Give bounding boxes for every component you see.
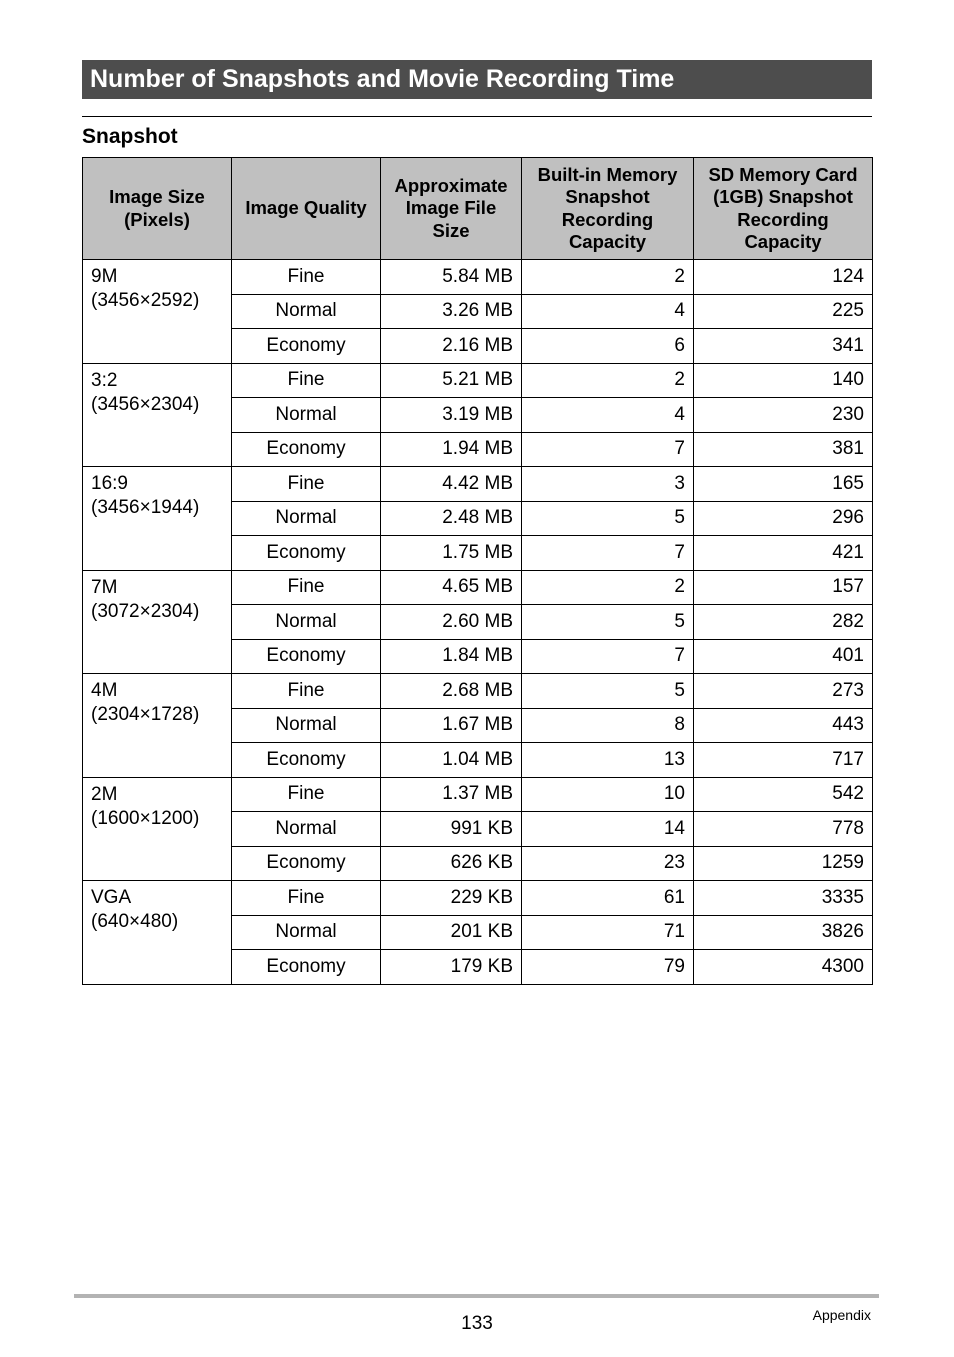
builtin-capacity-cell: 7 <box>522 536 694 571</box>
image-size-cell <box>83 467 232 571</box>
builtin-capacity-cell: 10 <box>522 777 694 812</box>
builtin-capacity-cell: 3 <box>522 467 694 502</box>
footer-section-label: Appendix <box>812 1307 871 1323</box>
builtin-capacity-cell: 23 <box>522 846 694 881</box>
file-size-cell: 2.48 MB <box>381 501 522 536</box>
builtin-capacity-cell: 61 <box>522 881 694 916</box>
builtin-capacity-cell: 4 <box>522 398 694 433</box>
sd-capacity-cell: 401 <box>694 639 873 674</box>
image-quality-cell: Economy <box>232 432 381 467</box>
image-size-label: 7M <box>91 576 118 598</box>
image-size-label: 3:2 <box>91 369 118 391</box>
image-size-label: 4M <box>91 680 118 701</box>
file-size-cell: 5.21 MB <box>381 363 522 398</box>
builtin-capacity-cell: 5 <box>522 674 694 709</box>
sd-capacity-cell: 140 <box>694 363 873 398</box>
snapshot-capacity-table <box>82 157 873 985</box>
sd-capacity-cell: 124 <box>694 260 873 295</box>
image-size-cell <box>83 363 232 467</box>
builtin-capacity-cell: 4 <box>522 294 694 329</box>
image-size-label: 9M <box>91 266 118 287</box>
image-size-label: 16:9 <box>91 473 128 494</box>
sd-capacity-cell: 3335 <box>694 881 873 916</box>
sd-capacity-cell: 165 <box>694 467 873 502</box>
builtin-capacity-cell: 71 <box>522 915 694 950</box>
image-quality-cell: Fine <box>232 363 381 398</box>
table-row <box>83 260 873 295</box>
image-size-label: VGA <box>91 887 132 908</box>
table-row <box>83 881 873 916</box>
table-header-row <box>83 158 873 260</box>
title-divider <box>82 116 872 117</box>
builtin-capacity-cell: 14 <box>522 812 694 847</box>
image-quality-cell: Fine <box>232 881 381 916</box>
sd-capacity-cell: 1259 <box>694 846 873 881</box>
builtin-capacity-cell: 7 <box>522 639 694 674</box>
image-pixel-dimensions: (2304×1728) <box>91 704 200 725</box>
image-pixel-dimensions: (640×480) <box>91 911 179 932</box>
file-size-cell: 2.60 MB <box>381 605 522 640</box>
image-pixel-dimensions: (3456×2592) <box>91 290 200 311</box>
builtin-capacity-cell: 2 <box>522 570 694 605</box>
sd-capacity-cell: 381 <box>694 432 873 467</box>
builtin-capacity-cell: 2 <box>522 260 694 295</box>
file-size-cell: 179 KB <box>381 950 522 985</box>
sd-capacity-cell: 225 <box>694 294 873 329</box>
sd-capacity-cell: 717 <box>694 743 873 778</box>
page-title: Number of Snapshots and Movie Recording Time <box>82 60 872 99</box>
image-pixel-dimensions: (3072×2304) <box>91 600 200 622</box>
image-pixel-dimensions: (1600×1200) <box>91 807 200 829</box>
image-size-label: 2M <box>91 783 118 805</box>
builtin-capacity-cell: 79 <box>522 950 694 985</box>
header-file-size: Approximate Image File Size <box>381 158 522 260</box>
image-quality-cell: Fine <box>232 260 381 295</box>
image-quality-cell: Fine <box>232 570 381 605</box>
file-size-cell: 229 KB <box>381 881 522 916</box>
builtin-capacity-cell: 2 <box>522 363 694 398</box>
file-size-cell: 3.19 MB <box>381 398 522 433</box>
file-size-cell: 1.75 MB <box>381 536 522 571</box>
sd-capacity-cell: 778 <box>694 812 873 847</box>
image-size-cell <box>83 260 232 364</box>
file-size-cell: 1.37 MB <box>381 777 522 812</box>
image-quality-cell: Economy <box>232 846 381 881</box>
file-size-cell: 1.04 MB <box>381 743 522 778</box>
image-quality-cell: Normal <box>232 605 381 640</box>
builtin-capacity-cell: 5 <box>522 501 694 536</box>
builtin-capacity-cell: 13 <box>522 743 694 778</box>
sd-capacity-cell: 341 <box>694 329 873 364</box>
page-number: 133 <box>461 1313 493 1334</box>
image-size-cell <box>83 570 232 674</box>
table-row <box>83 674 873 709</box>
header-image-quality: Image Quality <box>232 158 381 260</box>
image-quality-cell: Economy <box>232 329 381 364</box>
builtin-capacity-cell: 8 <box>522 708 694 743</box>
footer-divider <box>74 1294 879 1298</box>
sd-capacity-cell: 282 <box>694 605 873 640</box>
sd-capacity-cell: 273 <box>694 674 873 709</box>
header-image-size: Image Size (Pixels) <box>83 158 232 260</box>
sd-capacity-cell: 4300 <box>694 950 873 985</box>
sd-capacity-cell: 296 <box>694 501 873 536</box>
image-pixel-dimensions: (3456×2304) <box>91 393 200 415</box>
file-size-cell: 2.16 MB <box>381 329 522 364</box>
file-size-cell: 626 KB <box>381 846 522 881</box>
table-row <box>83 570 873 605</box>
image-quality-cell: Fine <box>232 777 381 812</box>
file-size-cell: 1.84 MB <box>381 639 522 674</box>
section-heading: Snapshot <box>82 125 178 148</box>
file-size-cell: 4.42 MB <box>381 467 522 502</box>
image-quality-cell: Economy <box>232 639 381 674</box>
builtin-capacity-cell: 7 <box>522 432 694 467</box>
file-size-cell: 2.68 MB <box>381 674 522 709</box>
sd-capacity-cell: 542 <box>694 777 873 812</box>
table-row <box>83 467 873 502</box>
sd-capacity-cell: 230 <box>694 398 873 433</box>
image-size-cell <box>83 674 232 778</box>
table-body <box>83 260 873 985</box>
image-quality-cell: Normal <box>232 915 381 950</box>
image-quality-cell: Normal <box>232 501 381 536</box>
image-quality-cell: Fine <box>232 467 381 502</box>
file-size-cell: 201 KB <box>381 915 522 950</box>
file-size-cell: 1.67 MB <box>381 708 522 743</box>
sd-capacity-cell: 3826 <box>694 915 873 950</box>
builtin-capacity-cell: 6 <box>522 329 694 364</box>
table-row <box>83 777 873 812</box>
builtin-capacity-cell: 5 <box>522 605 694 640</box>
header-builtin-capacity: Built-in Memory Snapshot Recording Capacity <box>522 158 694 260</box>
image-quality-cell: Normal <box>232 294 381 329</box>
image-size-cell <box>83 777 232 881</box>
file-size-cell: 1.94 MB <box>381 432 522 467</box>
header-sd-capacity: SD Memory Card (1GB) Snapshot Recording Capacity <box>694 158 873 260</box>
file-size-cell: 4.65 MB <box>381 570 522 605</box>
image-quality-cell: Fine <box>232 674 381 709</box>
file-size-cell: 3.26 MB <box>381 294 522 329</box>
image-quality-cell: Normal <box>232 812 381 847</box>
sd-capacity-cell: 421 <box>694 536 873 571</box>
table-row <box>83 363 873 398</box>
image-quality-cell: Normal <box>232 708 381 743</box>
image-pixel-dimensions: (3456×1944) <box>91 497 200 518</box>
image-quality-cell: Economy <box>232 536 381 571</box>
image-quality-cell: Normal <box>232 398 381 433</box>
image-size-cell <box>83 881 232 985</box>
sd-capacity-cell: 157 <box>694 570 873 605</box>
image-quality-cell: Economy <box>232 743 381 778</box>
file-size-cell: 5.84 MB <box>381 260 522 295</box>
file-size-cell: 991 KB <box>381 812 522 847</box>
image-quality-cell: Economy <box>232 950 381 985</box>
sd-capacity-cell: 443 <box>694 708 873 743</box>
